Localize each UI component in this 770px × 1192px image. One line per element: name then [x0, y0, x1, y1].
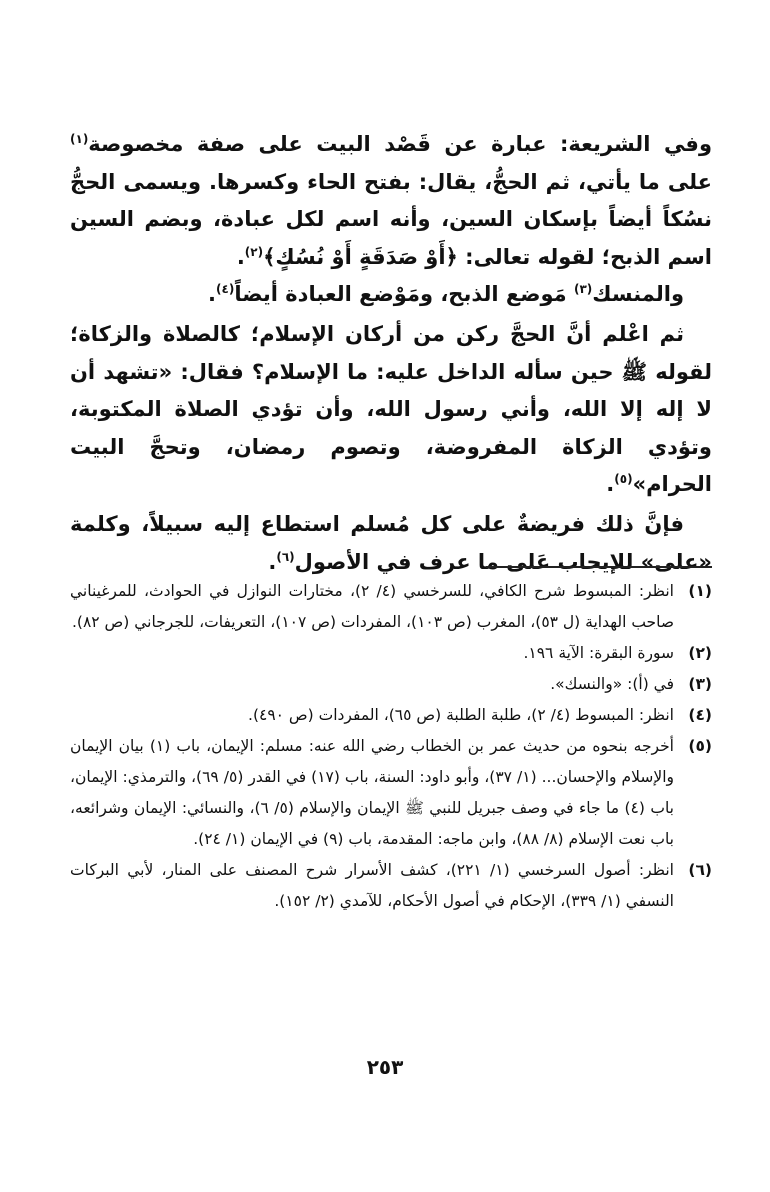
paragraph-text: مَوضع الذبح، ومَوْضع العبادة أيضاً: [234, 282, 574, 307]
paragraph: [70, 506, 712, 581]
footnote-number: (٣): [688, 675, 712, 693]
page-number: ٢٥٣: [366, 1055, 404, 1079]
paragraph-text: .: [606, 472, 615, 497]
main-text: [70, 126, 712, 581]
paragraph-text: فإنَّ ذلك فريضةٌ على كل مُسلم استطاع إليه سبيلاً، وكلمة «على» للإيجاب عَلى ما عرف في الأصول: [70, 511, 712, 574]
footnote-number: (٢): [688, 644, 712, 662]
footnote: [70, 669, 712, 700]
footnote-ref: (٢): [244, 244, 264, 259]
footnote-text: انظر: أصول السرخسي (١/ ٢٢١)، كشف الأسرار شرح المصنف على المنار، لأبي البركات النسفي (١/ ٣٣٩)، الإحكام في أصول الأحكام، للآمدي (٢/ ١٥٢).: [70, 861, 674, 910]
footnote-ref: (٥): [614, 472, 633, 487]
footnote: [70, 855, 712, 917]
paragraph: [70, 316, 712, 504]
footnote-ref: (٣): [573, 282, 593, 297]
paragraph-text: على ما يأتي، ثم الحجُّ، يقال: بفتح الحاء وكسرها. ويسمى الحجُّ نسُكاً أيضاً بإسكان السين، وأنه اسم لكل عبادة، وبضم السين اسم الذبح؛ لقوله تعالى: ﴿أَوْ صَدَقَةٍ أَوْ نُسُكٍ﴾: [70, 169, 712, 269]
footnote: [70, 731, 712, 855]
footnote-number: (٥): [688, 737, 712, 755]
footnote-text: انظر: المبسوط شرح الكافي، للسرخسي (٤/ ٢)، مختارات النوازل في الحوادث، للمرغيناني صاحب الهداية (ل ٥٣)، المغرب (ص ١٠٣)، المفردات (ص ١٠٧)، التعريفات، للجرجاني (ص ٨٢).: [70, 582, 674, 631]
paragraph-text: وفي الشريعة: عبارة عن قَصْد البيت على صفة مخصوصة: [88, 132, 712, 156]
paragraph: [70, 126, 712, 276]
paragraph-text: والمنسك: [592, 282, 684, 307]
footnote-text: أخرجه بنحوه من حديث عمر بن الخطاب رضي الله عنه: مسلم: الإيمان، باب (١) بيان الإيمان والإسلام والإحسان... (١/ ٣٧)، وأبو داود: السنة، باب (١٧) في القدر (٥/ ٦٩)، والترمذي: الإيمان، باب (٤) ما جاء في وصف جبريل للنبي ﷺ الإيمان والإسلام (٥/ ٦)، والنسائي: الإيمان وشرائعه، باب نعت الإسلام (٨/ ٨٨)، وابن ماجه: المقدمة، باب (٩) في الإيمان (١/ ٢٤).: [70, 737, 674, 848]
footnote-text: في (أ): «والنسك».: [550, 675, 674, 693]
footnote-number: (٤): [688, 706, 712, 724]
footnote-ref: (٦): [276, 549, 295, 564]
footnotes: [70, 576, 712, 917]
paragraph-text: ثم اعْلم أنَّ الحجَّ ركن من أركان الإسلام؛ كالصلاة والزكاة؛ لقوله ﷺ حين سأله الداخل عليه: ما الإسلام؟ فقال: «تشهد أن لا إله إلا الله، وأني رسول الله، وأن تؤدي الصلاة المكتوبة، وتؤدي الزكاة المفروضة، وتصوم رمضان، وتحجَّ البيت الحرام»: [70, 321, 712, 497]
footnote-ref: (١): [70, 132, 89, 146]
footnote-ref: (٤): [216, 282, 235, 297]
paragraph-text: .: [208, 282, 217, 307]
footnote-text: انظر: المبسوط (٤/ ٢)، طلبة الطلبة (ص ٦٥)، المفردات (ص ٤٩٠).: [248, 706, 674, 724]
footnote: [70, 700, 712, 731]
paragraph-text: .: [268, 549, 277, 574]
footnote-divider: [486, 566, 712, 568]
footnote-number: (١): [688, 582, 712, 600]
footnote-number: (٦): [688, 861, 712, 879]
paragraph: [70, 276, 712, 314]
footnote: [70, 638, 712, 669]
paragraph-text: .: [236, 244, 245, 269]
footnote: [70, 576, 712, 638]
footnote-text: سورة البقرة: الآية ١٩٦.: [523, 644, 674, 662]
